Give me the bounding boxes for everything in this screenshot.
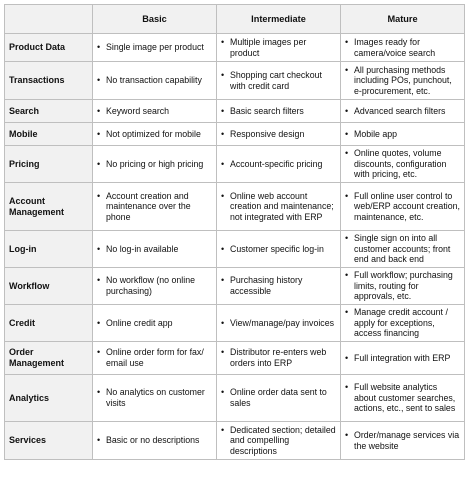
cell-basic bbox=[93, 34, 217, 62]
bullet-item bbox=[221, 106, 336, 117]
cell-mature bbox=[341, 342, 465, 375]
row-label: Search bbox=[5, 100, 93, 123]
bullet-icon: • bbox=[345, 270, 349, 281]
bullet-icon: • bbox=[221, 243, 225, 254]
cell-intermediate bbox=[217, 422, 341, 460]
cell-text: Order/manage services via the website bbox=[354, 429, 460, 451]
bullet-icon: • bbox=[97, 243, 101, 254]
cell-text: Images ready for camera/voice search bbox=[354, 36, 436, 58]
bullet-icon: • bbox=[97, 435, 101, 446]
cell-basic bbox=[93, 100, 217, 123]
bullet-item bbox=[345, 191, 460, 223]
cell-basic bbox=[93, 183, 217, 231]
bullet-icon: • bbox=[345, 233, 349, 244]
cell-text: Basic search filters bbox=[230, 105, 304, 116]
cell-basic bbox=[93, 268, 217, 305]
cell-text: Keyword search bbox=[106, 105, 170, 116]
bullet-icon: • bbox=[221, 387, 225, 398]
bullet-icon: • bbox=[221, 424, 225, 435]
table-row bbox=[5, 34, 465, 62]
bullet-item bbox=[221, 347, 336, 368]
cell-text: Online order form for fax/ email use bbox=[106, 347, 204, 368]
table-row bbox=[5, 146, 465, 183]
header-basic: Basic bbox=[93, 5, 217, 34]
table-row bbox=[5, 422, 465, 460]
cell-basic bbox=[93, 422, 217, 460]
cell-basic bbox=[93, 123, 217, 146]
bullet-item bbox=[221, 425, 336, 457]
bullet-icon: • bbox=[345, 382, 349, 393]
cell-text: No log-in available bbox=[106, 243, 179, 254]
cell-intermediate bbox=[217, 231, 341, 268]
cell-text: Shopping cart checkout with credit card bbox=[230, 69, 322, 91]
bullet-item bbox=[345, 233, 460, 265]
cell-text: Not optimized for mobile bbox=[106, 128, 201, 139]
bullet-item bbox=[97, 275, 212, 296]
bullet-item bbox=[97, 244, 212, 255]
cell-mature bbox=[341, 422, 465, 460]
bullet-item bbox=[97, 387, 212, 408]
bullet-icon: • bbox=[97, 387, 101, 398]
table-row bbox=[5, 62, 465, 100]
bullet-icon: • bbox=[221, 158, 225, 169]
bullet-item bbox=[345, 106, 460, 117]
bullet-icon: • bbox=[345, 307, 349, 318]
cell-mature bbox=[341, 62, 465, 100]
bullet-item bbox=[97, 42, 212, 53]
cell-mature bbox=[341, 375, 465, 422]
cell-text: Full workflow; purchasing limits, routing for approvals, etc. bbox=[354, 270, 453, 302]
cell-text: Single sign on into all customer accounts; front end and back end bbox=[354, 233, 451, 265]
bullet-item bbox=[221, 318, 336, 329]
table-row bbox=[5, 305, 465, 342]
row-label: Services bbox=[5, 422, 93, 460]
bullet-icon: • bbox=[345, 128, 349, 139]
header-row bbox=[5, 5, 465, 34]
maturity-comparison-table bbox=[4, 4, 465, 460]
table-row bbox=[5, 231, 465, 268]
table-row bbox=[5, 375, 465, 422]
cell-intermediate bbox=[217, 100, 341, 123]
bullet-icon: • bbox=[221, 128, 225, 139]
bullet-item bbox=[97, 75, 212, 86]
maturity-table-container bbox=[4, 4, 464, 460]
table-row bbox=[5, 268, 465, 305]
cell-text: No workflow (no online purchasing) bbox=[106, 275, 195, 296]
row-label: Analytics bbox=[5, 375, 93, 422]
bullet-icon: • bbox=[345, 352, 349, 363]
bullet-item bbox=[221, 275, 336, 296]
cell-text: Single image per product bbox=[106, 42, 204, 53]
cell-mature bbox=[341, 183, 465, 231]
bullet-icon: • bbox=[97, 317, 101, 328]
bullet-icon: • bbox=[97, 42, 101, 53]
bullet-icon: • bbox=[221, 36, 225, 47]
bullet-icon: • bbox=[97, 128, 101, 139]
row-label: Workflow bbox=[5, 268, 93, 305]
bullet-icon: • bbox=[97, 347, 101, 358]
bullet-icon: • bbox=[345, 190, 349, 201]
bullet-icon: • bbox=[221, 190, 225, 201]
cell-text: Account creation and maintenance over the phone bbox=[106, 190, 191, 222]
cell-text: View/manage/pay invoices bbox=[230, 317, 334, 328]
bullet-item bbox=[345, 382, 460, 414]
cell-intermediate bbox=[217, 183, 341, 231]
cell-text: Full integration with ERP bbox=[354, 352, 451, 363]
cell-text: Customer specific log-in bbox=[230, 243, 324, 254]
bullet-icon: • bbox=[345, 148, 349, 159]
bullet-item bbox=[221, 387, 336, 408]
row-label: Order Management bbox=[5, 342, 93, 375]
bullet-icon: • bbox=[221, 317, 225, 328]
cell-basic bbox=[93, 231, 217, 268]
cell-basic bbox=[93, 375, 217, 422]
bullet-item bbox=[97, 129, 212, 140]
cell-basic bbox=[93, 342, 217, 375]
cell-text: Purchasing history accessible bbox=[230, 275, 303, 296]
cell-text: Responsive design bbox=[230, 128, 305, 139]
cell-text: Distributor re-enters web orders into ERP bbox=[230, 347, 327, 368]
cell-intermediate bbox=[217, 268, 341, 305]
bullet-icon: • bbox=[97, 275, 101, 286]
cell-text: No analytics on customer visits bbox=[106, 387, 205, 408]
cell-mature bbox=[341, 305, 465, 342]
header-corner bbox=[5, 5, 93, 34]
cell-text: Manage credit account / apply for exceptions, access financing bbox=[354, 307, 448, 339]
cell-text: Multiple images per product bbox=[230, 36, 307, 58]
cell-text: All purchasing methods including POs, punchout, e-procurement, etc. bbox=[354, 64, 452, 96]
table-row bbox=[5, 183, 465, 231]
bullet-item bbox=[345, 129, 460, 140]
cell-mature bbox=[341, 268, 465, 305]
row-label: Transactions bbox=[5, 62, 93, 100]
cell-intermediate bbox=[217, 123, 341, 146]
bullet-icon: • bbox=[221, 347, 225, 358]
row-label: Product Data bbox=[5, 34, 93, 62]
cell-text: Online web account creation and maintenance; not integrated with ERP bbox=[230, 190, 334, 222]
cell-text: Online order data sent to sales bbox=[230, 387, 327, 408]
bullet-icon: • bbox=[345, 64, 349, 75]
bullet-icon: • bbox=[345, 105, 349, 116]
cell-basic bbox=[93, 305, 217, 342]
cell-intermediate bbox=[217, 305, 341, 342]
bullet-icon: • bbox=[221, 105, 225, 116]
cell-mature bbox=[341, 34, 465, 62]
bullet-item bbox=[97, 159, 212, 170]
bullet-item bbox=[345, 307, 460, 339]
bullet-icon: • bbox=[345, 36, 349, 47]
cell-intermediate bbox=[217, 146, 341, 183]
bullet-icon: • bbox=[345, 429, 349, 440]
bullet-item bbox=[221, 70, 336, 91]
cell-mature bbox=[341, 100, 465, 123]
cell-text: No transaction capability bbox=[106, 75, 202, 86]
bullet-item bbox=[345, 37, 460, 58]
cell-intermediate bbox=[217, 342, 341, 375]
bullet-item bbox=[221, 129, 336, 140]
cell-text: Mobile app bbox=[354, 128, 398, 139]
bullet-icon: • bbox=[221, 275, 225, 286]
cell-text: Account-specific pricing bbox=[230, 158, 323, 169]
table-row bbox=[5, 342, 465, 375]
bullet-item bbox=[97, 347, 212, 368]
cell-text: Advanced search filters bbox=[354, 105, 446, 116]
bullet-item bbox=[97, 106, 212, 117]
header-mature: Mature bbox=[341, 5, 465, 34]
cell-mature bbox=[341, 123, 465, 146]
bullet-item bbox=[221, 244, 336, 255]
bullet-item bbox=[221, 159, 336, 170]
bullet-item bbox=[345, 430, 460, 451]
cell-text: Basic or no descriptions bbox=[106, 435, 200, 446]
bullet-icon: • bbox=[97, 158, 101, 169]
cell-text: Online credit app bbox=[106, 317, 173, 328]
cell-text: No pricing or high pricing bbox=[106, 158, 204, 169]
cell-text: Full online user control to web/ERP account creation, maintenance, etc. bbox=[354, 190, 460, 222]
table-row bbox=[5, 100, 465, 123]
bullet-item bbox=[345, 148, 460, 180]
bullet-icon: • bbox=[97, 190, 101, 201]
cell-intermediate bbox=[217, 375, 341, 422]
table-row bbox=[5, 123, 465, 146]
cell-text: Online quotes, volume discounts, configuration with pricing, etc. bbox=[354, 148, 447, 180]
bullet-item bbox=[221, 37, 336, 58]
header-intermediate: Intermediate bbox=[217, 5, 341, 34]
row-label: Mobile bbox=[5, 123, 93, 146]
bullet-item bbox=[97, 318, 212, 329]
table-body bbox=[5, 34, 465, 460]
bullet-item bbox=[97, 191, 212, 223]
bullet-item bbox=[345, 65, 460, 97]
row-label: Credit bbox=[5, 305, 93, 342]
cell-basic bbox=[93, 146, 217, 183]
row-label: Pricing bbox=[5, 146, 93, 183]
bullet-item bbox=[345, 353, 460, 364]
row-label: Account Management bbox=[5, 183, 93, 231]
cell-intermediate bbox=[217, 62, 341, 100]
cell-mature bbox=[341, 146, 465, 183]
cell-mature bbox=[341, 231, 465, 268]
cell-text: Dedicated section; detailed and compelling descriptions bbox=[230, 424, 336, 456]
bullet-item bbox=[345, 270, 460, 302]
bullet-item bbox=[97, 435, 212, 446]
bullet-item bbox=[221, 191, 336, 223]
cell-intermediate bbox=[217, 34, 341, 62]
row-label: Log-in bbox=[5, 231, 93, 268]
cell-text: Full website analytics about customer searches, actions, etc., sent to sales bbox=[354, 382, 456, 414]
bullet-icon: • bbox=[97, 105, 101, 116]
cell-basic bbox=[93, 62, 217, 100]
bullet-icon: • bbox=[221, 69, 225, 80]
bullet-icon: • bbox=[97, 75, 101, 86]
